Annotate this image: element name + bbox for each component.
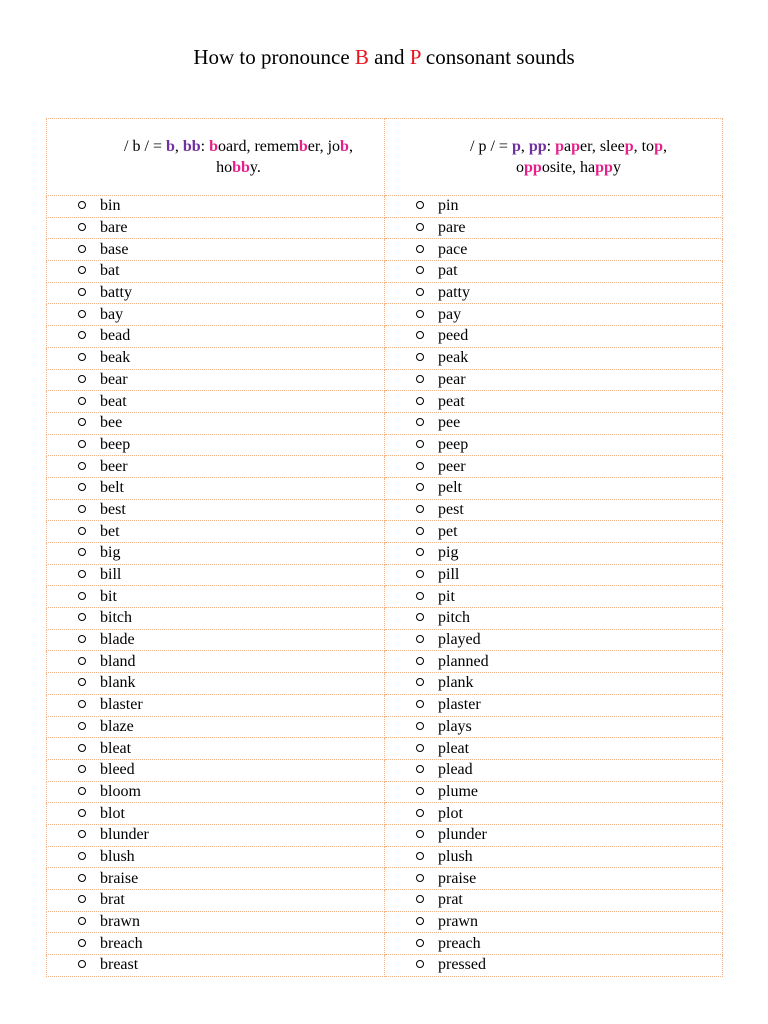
p-word-cell [385, 412, 723, 434]
word-text: preach [438, 934, 481, 952]
b-word-cell [47, 196, 385, 218]
word-text: bland [100, 652, 136, 670]
b-example-highlight: b [340, 138, 349, 155]
hollow-circle-bullet-icon [416, 375, 424, 383]
p-column-header [385, 119, 723, 196]
p-word-cell [385, 261, 723, 283]
hollow-circle-bullet-icon [78, 765, 86, 773]
word-text: batty [100, 284, 132, 302]
p-word-cell [385, 759, 723, 781]
b-word-cell [47, 651, 385, 673]
table-row [47, 261, 723, 283]
hollow-circle-bullet-icon [416, 527, 424, 535]
b-word-cell [47, 890, 385, 912]
hollow-circle-bullet-icon [416, 874, 424, 882]
p-example-text: , to [633, 138, 655, 155]
table-row [47, 911, 723, 933]
word-text: blush [100, 847, 135, 865]
p-word-cell [385, 217, 723, 239]
b-word-cell [47, 391, 385, 413]
word-text: praise [438, 869, 477, 887]
word-text: plank [438, 674, 474, 692]
word-text: bill [100, 566, 122, 584]
hollow-circle-bullet-icon [416, 635, 424, 643]
b-word-cell [47, 846, 385, 868]
hollow-circle-bullet-icon [78, 678, 86, 686]
word-text: bitch [100, 609, 132, 627]
word-text: bat [100, 262, 120, 280]
p-word-cell [385, 781, 723, 803]
hollow-circle-bullet-icon [416, 852, 424, 860]
b-word-cell [47, 933, 385, 955]
hollow-circle-bullet-icon [416, 418, 424, 426]
hollow-circle-bullet-icon [78, 809, 86, 817]
p-word-cell [385, 824, 723, 846]
word-text: pet [438, 522, 458, 540]
p-word-cell [385, 890, 723, 912]
hollow-circle-bullet-icon [78, 505, 86, 513]
hollow-circle-bullet-icon [78, 331, 86, 339]
hollow-circle-bullet-icon [78, 744, 86, 752]
word-text: peak [438, 349, 469, 367]
hollow-circle-bullet-icon [78, 787, 86, 795]
table-row [47, 217, 723, 239]
hollow-circle-bullet-icon [416, 787, 424, 795]
p-word-cell [385, 347, 723, 369]
hollow-circle-bullet-icon [78, 527, 86, 535]
b-word-cell [47, 456, 385, 478]
hollow-circle-bullet-icon [78, 830, 86, 838]
hollow-circle-bullet-icon [416, 809, 424, 817]
word-text: plot [438, 804, 463, 822]
word-text: peer [438, 457, 466, 475]
table-row [47, 456, 723, 478]
hollow-circle-bullet-icon [78, 483, 86, 491]
p-word-cell [385, 933, 723, 955]
hollow-circle-bullet-icon [416, 483, 424, 491]
b-word-cell [47, 955, 385, 977]
word-text: bet [100, 522, 120, 540]
p-header-colon: : [546, 138, 556, 155]
word-text: peep [438, 435, 469, 453]
b-word-cell [47, 369, 385, 391]
p-word-cell [385, 868, 723, 890]
hollow-circle-bullet-icon [78, 917, 86, 925]
word-text: beer [100, 457, 128, 475]
b-word-cell [47, 868, 385, 890]
p-word-cell [385, 391, 723, 413]
p-word-cell [385, 803, 723, 825]
table-row [47, 629, 723, 651]
table-row [47, 890, 723, 912]
word-text: brat [100, 891, 125, 909]
hollow-circle-bullet-icon [416, 201, 424, 209]
b-example-text: oard, remem [218, 138, 299, 155]
hollow-circle-bullet-icon [78, 852, 86, 860]
p-example-text: a [564, 138, 572, 155]
b-word-cell [47, 412, 385, 434]
b-word-cell [47, 543, 385, 565]
p-word-cell [385, 369, 723, 391]
hollow-circle-bullet-icon [78, 375, 86, 383]
p-word-cell [385, 564, 723, 586]
b-word-cell [47, 694, 385, 716]
b-word-cell [47, 261, 385, 283]
hollow-circle-bullet-icon [78, 548, 86, 556]
table-row [47, 239, 723, 261]
hollow-circle-bullet-icon [78, 874, 86, 882]
hollow-circle-bullet-icon [78, 266, 86, 274]
hollow-circle-bullet-icon [78, 700, 86, 708]
word-text: pest [438, 500, 464, 518]
hollow-circle-bullet-icon [416, 548, 424, 556]
word-text: bead [100, 327, 131, 345]
b-example-highlight: bb [232, 159, 250, 176]
b-header-prefix: / b / = [124, 138, 166, 155]
word-text: played [438, 631, 481, 649]
word-text: brawn [100, 913, 140, 931]
word-text: pleat [438, 739, 470, 757]
word-text: blaze [100, 717, 134, 735]
table-row [47, 369, 723, 391]
word-text: pressed [438, 956, 486, 974]
p-word-cell [385, 304, 723, 326]
hollow-circle-bullet-icon [416, 939, 424, 947]
word-text: best [100, 500, 126, 518]
word-text: pitch [438, 609, 470, 627]
b-column-header [47, 119, 385, 196]
word-text: pill [438, 566, 460, 584]
word-text: plaster [438, 696, 481, 714]
b-example-highlight: b [209, 138, 219, 155]
table-row [47, 347, 723, 369]
table-row [47, 477, 723, 499]
word-text: planned [438, 652, 489, 670]
b-word-cell [47, 282, 385, 304]
p-word-cell [385, 694, 723, 716]
title-middle: and [368, 45, 410, 69]
b-word-cell [47, 803, 385, 825]
b-word-cell [47, 586, 385, 608]
hollow-circle-bullet-icon [78, 635, 86, 643]
table-row [47, 759, 723, 781]
word-text: braise [100, 869, 139, 887]
b-word-cell [47, 564, 385, 586]
word-text: pare [438, 219, 466, 237]
hollow-circle-bullet-icon [416, 570, 424, 578]
word-text: bear [100, 370, 128, 388]
table-row [47, 716, 723, 738]
title-letter-p: P [409, 45, 421, 69]
p-example-text: y [612, 159, 621, 176]
word-text: bay [100, 305, 124, 323]
hollow-circle-bullet-icon [416, 440, 424, 448]
p-word-cell [385, 499, 723, 521]
p-example-highlight: p [624, 138, 634, 155]
p-example-highlight: pp [524, 159, 542, 176]
word-text: pay [438, 305, 462, 323]
b-word-cell [47, 673, 385, 695]
hollow-circle-bullet-icon [416, 505, 424, 513]
b-word-cell [47, 759, 385, 781]
word-text: bloom [100, 782, 141, 800]
hollow-circle-bullet-icon [416, 917, 424, 925]
table-row [47, 304, 723, 326]
word-text: beak [100, 349, 131, 367]
table-row [47, 412, 723, 434]
p-word-cell [385, 196, 723, 218]
title-suffix: consonant sounds [420, 45, 575, 69]
p-word-cell [385, 955, 723, 977]
hollow-circle-bullet-icon [78, 570, 86, 578]
table-row [47, 521, 723, 543]
hollow-circle-bullet-icon [416, 331, 424, 339]
p-header-grapheme-double: pp [528, 138, 547, 155]
hollow-circle-bullet-icon [416, 830, 424, 838]
hollow-circle-bullet-icon [78, 310, 86, 318]
table-row [47, 694, 723, 716]
hollow-circle-bullet-icon [416, 744, 424, 752]
word-text: bin [100, 197, 121, 215]
table-row [47, 608, 723, 630]
table-row [47, 781, 723, 803]
b-word-cell [47, 608, 385, 630]
table-row [47, 543, 723, 565]
table-row [47, 846, 723, 868]
b-word-cell [47, 217, 385, 239]
b-header-comma: , [174, 138, 183, 155]
hollow-circle-bullet-icon [78, 722, 86, 730]
hollow-circle-bullet-icon [78, 223, 86, 231]
b-word-cell [47, 477, 385, 499]
p-word-cell [385, 521, 723, 543]
table-row [47, 282, 723, 304]
p-word-cell [385, 434, 723, 456]
table-row [47, 868, 723, 890]
word-text: blunder [100, 826, 149, 844]
word-text: plays [438, 717, 472, 735]
hollow-circle-bullet-icon [416, 397, 424, 405]
word-text: pat [438, 262, 458, 280]
table-row [47, 803, 723, 825]
table-row [47, 738, 723, 760]
p-example-highlight: p [571, 138, 581, 155]
b-word-cell [47, 326, 385, 348]
table-row [47, 499, 723, 521]
hollow-circle-bullet-icon [78, 397, 86, 405]
word-text: beat [100, 392, 127, 410]
hollow-circle-bullet-icon [78, 288, 86, 296]
hollow-circle-bullet-icon [78, 418, 86, 426]
word-text: bleat [100, 739, 132, 757]
word-text: blot [100, 804, 125, 822]
p-example-highlight: pp [595, 159, 613, 176]
word-text: bleed [100, 761, 135, 779]
word-text: peed [438, 327, 469, 345]
b-word-cell [47, 239, 385, 261]
p-word-cell [385, 846, 723, 868]
word-text: plead [438, 761, 473, 779]
word-text: belt [100, 479, 124, 497]
table-row [47, 434, 723, 456]
b-header-grapheme-double: bb [182, 138, 201, 155]
b-word-cell [47, 521, 385, 543]
b-example-text: y. [249, 159, 261, 176]
table-row [47, 955, 723, 977]
b-header-colon: : [200, 138, 210, 155]
p-word-cell [385, 608, 723, 630]
p-word-cell [385, 282, 723, 304]
hollow-circle-bullet-icon [416, 960, 424, 968]
b-word-cell [47, 499, 385, 521]
b-example-text: er, jo [307, 138, 341, 155]
b-word-cell [47, 347, 385, 369]
table-row [47, 651, 723, 673]
hollow-circle-bullet-icon [78, 939, 86, 947]
word-text: plunder [438, 826, 487, 844]
b-word-cell [47, 911, 385, 933]
hollow-circle-bullet-icon [78, 960, 86, 968]
hollow-circle-bullet-icon [416, 592, 424, 600]
word-text: big [100, 544, 121, 562]
hollow-circle-bullet-icon [416, 310, 424, 318]
word-text: pin [438, 197, 459, 215]
word-text: patty [438, 284, 470, 302]
word-text: breast [100, 956, 139, 974]
hollow-circle-bullet-icon [78, 592, 86, 600]
p-header-comma: , [520, 138, 529, 155]
word-text: blade [100, 631, 135, 649]
word-text: pace [438, 240, 468, 258]
p-word-cell [385, 738, 723, 760]
hollow-circle-bullet-icon [78, 895, 86, 903]
word-text: bare [100, 219, 128, 237]
hollow-circle-bullet-icon [416, 353, 424, 361]
table-row [47, 326, 723, 348]
word-text: plume [438, 782, 478, 800]
b-header-grapheme: b [165, 138, 175, 155]
b-word-cell [47, 824, 385, 846]
p-word-cell [385, 629, 723, 651]
b-example-text: , ho [216, 138, 353, 176]
hollow-circle-bullet-icon [78, 245, 86, 253]
hollow-circle-bullet-icon [416, 678, 424, 686]
table-row [47, 196, 723, 218]
word-text: peat [438, 392, 465, 410]
hollow-circle-bullet-icon [416, 245, 424, 253]
hollow-circle-bullet-icon [416, 462, 424, 470]
hollow-circle-bullet-icon [78, 613, 86, 621]
p-example-text: , o [516, 138, 667, 176]
hollow-circle-bullet-icon [78, 657, 86, 665]
p-header-grapheme: p [511, 138, 521, 155]
page-title [0, 42, 768, 72]
p-header-prefix: / p / = [470, 138, 512, 155]
word-table [46, 118, 723, 977]
title-letter-b: B [354, 45, 369, 69]
p-word-cell [385, 239, 723, 261]
hollow-circle-bullet-icon [416, 266, 424, 274]
p-word-cell [385, 586, 723, 608]
word-text: pelt [438, 479, 462, 497]
p-word-cell [385, 326, 723, 348]
word-text: pig [438, 544, 459, 562]
p-example-text: osite, ha [541, 159, 596, 176]
p-example-highlight: p [654, 138, 663, 155]
p-word-cell [385, 673, 723, 695]
word-text: pee [438, 414, 461, 432]
word-text: bee [100, 414, 123, 432]
table-row [47, 564, 723, 586]
p-word-cell [385, 543, 723, 565]
p-example-highlight: p [555, 138, 565, 155]
word-text: blank [100, 674, 136, 692]
hollow-circle-bullet-icon [416, 288, 424, 296]
hollow-circle-bullet-icon [78, 201, 86, 209]
word-text: pear [438, 370, 466, 388]
p-word-cell [385, 651, 723, 673]
hollow-circle-bullet-icon [78, 353, 86, 361]
hollow-circle-bullet-icon [78, 462, 86, 470]
b-word-cell [47, 781, 385, 803]
hollow-circle-bullet-icon [416, 613, 424, 621]
hollow-circle-bullet-icon [416, 895, 424, 903]
word-text: plush [438, 847, 473, 865]
word-text: blaster [100, 696, 143, 714]
word-text: bit [100, 587, 117, 605]
b-word-cell [47, 716, 385, 738]
hollow-circle-bullet-icon [416, 657, 424, 665]
b-word-cell [47, 738, 385, 760]
p-word-cell [385, 456, 723, 478]
p-word-cell [385, 477, 723, 499]
b-word-cell [47, 629, 385, 651]
b-word-cell [47, 304, 385, 326]
b-word-cell [47, 434, 385, 456]
p-word-cell [385, 911, 723, 933]
word-text: prawn [438, 913, 478, 931]
word-text: prat [438, 891, 463, 909]
p-example-text: er, slee [580, 138, 625, 155]
table-row [47, 933, 723, 955]
word-text: pit [438, 587, 455, 605]
hollow-circle-bullet-icon [416, 722, 424, 730]
hollow-circle-bullet-icon [78, 440, 86, 448]
title-prefix: How to pronounce [193, 45, 355, 69]
hollow-circle-bullet-icon [416, 223, 424, 231]
p-word-cell [385, 716, 723, 738]
word-text: base [100, 240, 129, 258]
table-row [47, 391, 723, 413]
b-example-highlight: b [298, 138, 308, 155]
table-row [47, 673, 723, 695]
word-text: breach [100, 934, 143, 952]
word-text: beep [100, 435, 131, 453]
table-row [47, 824, 723, 846]
table-row [47, 586, 723, 608]
header-row [47, 119, 723, 196]
hollow-circle-bullet-icon [416, 700, 424, 708]
hollow-circle-bullet-icon [416, 765, 424, 773]
